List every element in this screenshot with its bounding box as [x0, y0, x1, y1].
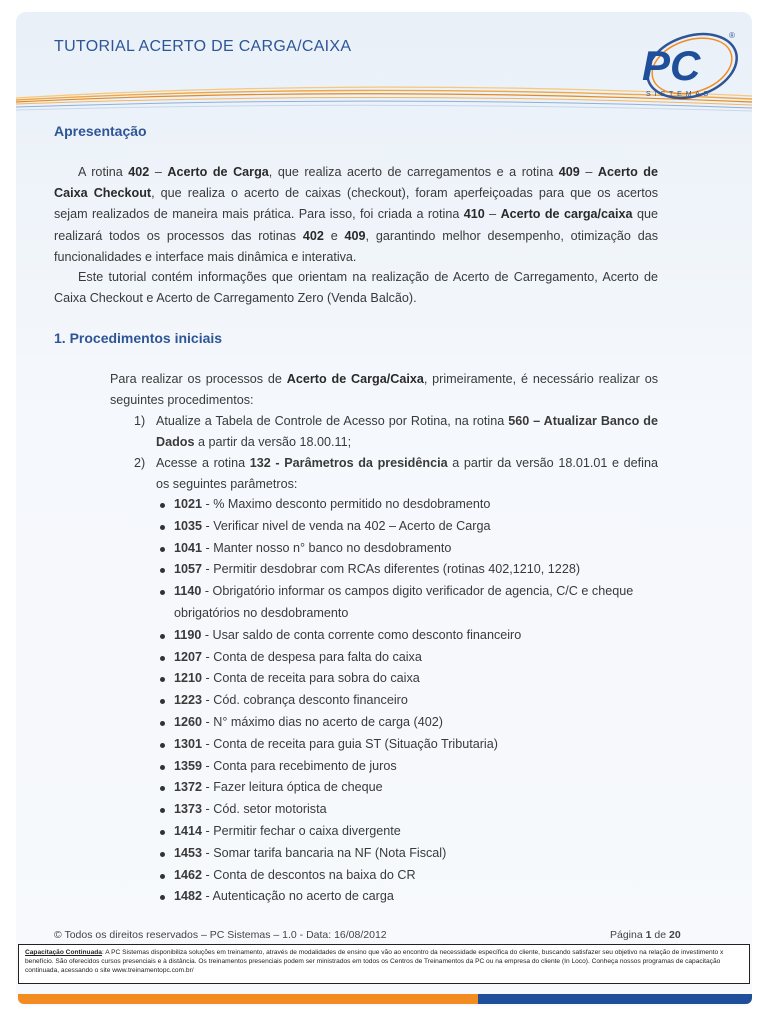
parameter-item	[160, 843, 660, 865]
parameter-code: 1359	[174, 758, 203, 773]
parameter-item	[160, 494, 660, 516]
parameter-item	[160, 712, 660, 734]
parameter-item	[160, 559, 660, 581]
parameter-item	[160, 799, 660, 821]
parameter-code: 1207	[174, 649, 203, 664]
parameter-description: - Cód. cobrança desconto financeiro	[202, 693, 408, 708]
footer-bar-blue	[478, 994, 752, 1004]
notice-title: Capacitação Continuada	[25, 949, 102, 956]
section-1-heading: 1. Procedimentos iniciais	[54, 330, 223, 346]
parameter-code: 1223	[174, 693, 203, 708]
step-2	[134, 453, 658, 495]
page-label: Página	[610, 929, 646, 941]
parameter-code: 1140	[174, 584, 202, 599]
step-1-text: Atualize a Tabela de Controle de Acesso por Rotina, na rotina 560 – Atualizar Banco de Dados a partir da versão 18.00.11;	[156, 414, 658, 450]
step-1-number: 1)	[134, 414, 146, 428]
footer-copyright: © Todos os direitos reservados – PC Sistemas – 1.0 - Data: 16/08/2012	[54, 929, 387, 941]
parameter-code: 1462	[174, 867, 203, 882]
section-1-intro: Para realizar os processos de Acerto de Carga/Caixa, primeiramente, é necessário realizar os seguintes procedimentos:	[110, 372, 658, 408]
apresentacao-paragraph-1: A rotina 402 – Acerto de Carga, que realiza acerto de carregamentos e a rotina 409 – Acerto de Caixa Checkout, que realiza o acerto de caixas (checkout), foram aperfeiçoadas para que os acertos sejam realizados de maneira mais prática. Para isso, foi criada a rotina 410 – Acerto de carga/caixa que realizará todos os processos das rotinas 402 e 409, garantindo melhor desempenho, otimização das funcionalidades e interface mais dinâmica e interativa.	[54, 165, 659, 264]
parameter-code: 1260	[174, 714, 203, 729]
step-1	[134, 411, 658, 453]
parameter-item	[160, 516, 660, 538]
document-title: TUTORIAL ACERTO DE CARGA/CAIXA	[54, 38, 352, 55]
parameter-code: 1373	[174, 802, 203, 817]
parameter-code: 1414	[174, 823, 203, 838]
parameter-description: - Manter nosso n° banco no desdobramento	[202, 540, 452, 555]
parameter-description: - Permitir desdobrar com RCAs diferentes (rotinas 402,1210, 1228)	[202, 562, 581, 577]
page-current: 1	[645, 929, 652, 941]
parameter-description: - Conta de receita para sobra do caixa	[202, 671, 420, 686]
parameter-item	[160, 734, 660, 756]
parameter-item	[160, 756, 660, 778]
apresentacao-heading: Apresentação	[54, 123, 147, 139]
parameter-description: - Fazer leitura óptica de cheque	[202, 780, 383, 795]
parameter-code: 1210	[174, 671, 203, 686]
logo-registered: ®	[729, 31, 735, 40]
parameter-code: 1190	[174, 627, 202, 642]
parameter-code: 1041	[174, 540, 203, 555]
parameter-description: - Conta de receita para guia ST (Situação Tributaria)	[202, 736, 498, 751]
parameter-description: - N° máximo dias no acerto de carga (402)	[202, 714, 443, 729]
parameter-description: - Verificar nivel de venda na 402 – Acerto de Carga	[202, 518, 491, 533]
parameter-description: - Conta para recebimento de juros	[202, 758, 397, 773]
parameter-item	[160, 690, 660, 712]
parameter-item	[160, 647, 660, 669]
notice-text: : A PC Sistemas disponibiliza soluções em treinamento, através de modalidades de ensino que vão ao encontro da necessidade específica do cliente, buscando satisfazer seu objetivo na relação de investimento x benefício. São oferecidos cursos presenciais e à distância. Os treinamentos presenciais podem ser ministrados em todos os Centros de Treinamentos da PC ou na empresa do cliente (In Loco). Conheça nossos programas de capacitação continuada, acessando o site www.treinamentopc.com.br/	[25, 949, 724, 974]
parameter-description: - Obrigatório informar os campos digito verificador de agencia, C/C e cheque obrigatórios no desdobramento	[174, 584, 634, 620]
pc-sistemas-logo	[632, 24, 742, 102]
training-notice-box	[18, 944, 750, 984]
parameter-code: 1372	[174, 780, 203, 795]
parameter-description: - Cód. setor motorista	[202, 802, 327, 817]
parameters-list	[160, 494, 660, 908]
parameter-code: 1482	[174, 889, 203, 904]
step-2-number: 2)	[134, 456, 146, 470]
parameter-code: 1057	[174, 562, 203, 577]
logo-text: PC	[642, 42, 701, 89]
footer-page-number	[610, 929, 681, 941]
parameter-description: - Usar saldo de conta corrente como desconto financeiro	[201, 627, 522, 642]
parameter-code: 1021	[174, 497, 203, 511]
parameter-item	[160, 538, 660, 560]
logo-subtext: S I S T E M A S	[646, 91, 709, 98]
parameter-item	[160, 625, 660, 647]
parameter-code: 1301	[174, 736, 203, 751]
parameter-description: - Conta de despesa para falta do caixa	[202, 649, 422, 664]
page-total: 20	[668, 929, 681, 941]
step-2-text: Acesse a rotina 132 - Parâmetros da presidência a partir da versão 18.01.01 e defina os seguintes parâmetros:	[156, 456, 658, 492]
parameter-item	[160, 777, 660, 799]
parameter-item	[160, 581, 660, 625]
parameter-description: - Somar tarifa bancaria na NF (Nota Fiscal)	[202, 845, 447, 860]
parameter-description: - Permitir fechar o caixa divergente	[202, 823, 401, 838]
parameter-description: - Autenticação no acerto de carga	[202, 889, 394, 904]
parameter-code: 1035	[174, 518, 203, 533]
parameter-item	[160, 865, 660, 887]
footer-bar-orange	[18, 994, 478, 1004]
parameter-description: - Conta de descontos na baixa do CR	[202, 867, 416, 882]
parameter-item	[160, 821, 660, 843]
parameter-item	[160, 668, 660, 690]
parameter-description: - % Maximo desconto permitido no desdobramento	[202, 497, 491, 511]
parameter-item	[160, 886, 660, 908]
page-of: de	[651, 929, 669, 941]
apresentacao-paragraph-2: Este tutorial contém informações que orientam na realização de Acerto de Carregamento, Acerto de Caixa Checkout e Acerto de Carregamento Zero (Venda Balcão).	[54, 270, 658, 306]
parameter-code: 1453	[174, 845, 203, 860]
